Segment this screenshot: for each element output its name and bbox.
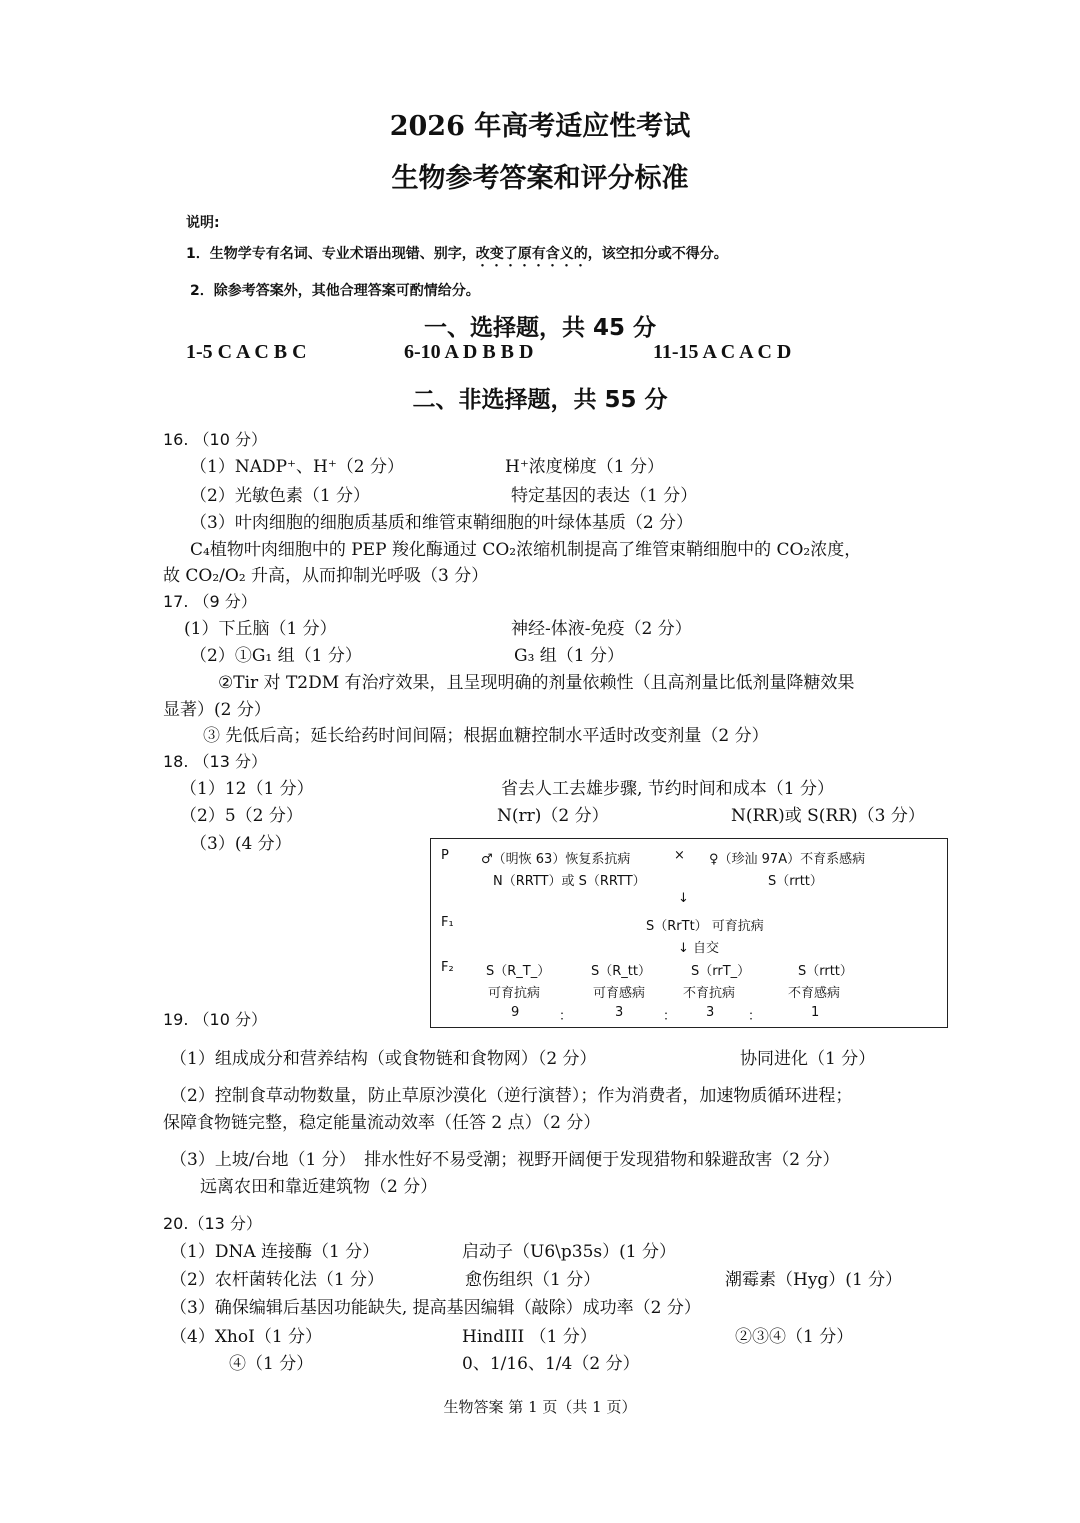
q18-answer-2b: N(rr)（2 分） bbox=[497, 806, 609, 826]
diagram-f2-phenotype-1: 可育抗病 bbox=[488, 986, 541, 1001]
q20-answer-5a: ④（1 分） bbox=[229, 1354, 314, 1374]
q19-header: 19. （10 分） bbox=[163, 1010, 267, 1029]
q18-answer-1a: （1）12（1 分） bbox=[180, 779, 314, 799]
note-item-2: 2．除参考答案外，其他合理答案可酌情给分。 bbox=[190, 283, 480, 299]
q16-header: 16. （10 分） bbox=[163, 430, 267, 449]
diagram-p-male: ♂（明恢 63）恢复系抗病 bbox=[481, 852, 631, 867]
q17-answer-1b: 神经-体液-免疫（2 分） bbox=[511, 619, 692, 639]
q20-answer-3: （3）确保编辑后基因功能缺失, 提高基因编辑（敲除）成功率（2 分） bbox=[170, 1298, 701, 1318]
q17-answer-2b: G₃ 组（1 分） bbox=[514, 646, 625, 666]
diagram-p-female: ♀（珍汕 97A）不育系感病 bbox=[709, 852, 866, 867]
diagram-f2-genotype-2: S（R_tt） bbox=[591, 964, 651, 979]
q20-answer-2c: 潮霉素（Hyg）(1 分） bbox=[725, 1270, 903, 1290]
q17-answer-5: ③ 先低后高；延长给药时间间隔；根据血糖控制水平适时改变剂量（2 分） bbox=[203, 726, 769, 746]
q18-answer-3: （3）(4 分） bbox=[190, 834, 292, 854]
q16-answer-2a: （2）光敏色素（1 分） bbox=[190, 486, 371, 506]
diagram-ratio-4: 1 bbox=[811, 1005, 820, 1020]
note-item-1-post: ，该空扣分或不得分。 bbox=[587, 246, 728, 262]
diagram-ratio-sep-3: ： bbox=[748, 1009, 762, 1024]
q18-answer-1b: 省去人工去雄步骤, 节约时间和成本（1 分） bbox=[501, 779, 835, 799]
diagram-f2-phenotype-2: 可育感病 bbox=[593, 986, 646, 1001]
diagram-f2-genotype-1: S（R_T_） bbox=[486, 964, 551, 979]
section-1-heading: 一、选择题，共 45 分 bbox=[423, 315, 657, 341]
q19-answer-1b: 协同进化（1 分） bbox=[740, 1049, 876, 1069]
notes-label: 说明: bbox=[186, 215, 220, 231]
q17-header: 17. （9 分） bbox=[163, 592, 257, 611]
q17-answer-2a: （2）①G₁ 组（1 分） bbox=[190, 646, 362, 666]
q20-answer-1b: 启动子（U6\p35s）(1 分） bbox=[462, 1242, 676, 1262]
mc-group-2: 6-10 A D B B D bbox=[404, 341, 534, 363]
diagram-ratio-sep-2: ： bbox=[663, 1009, 677, 1024]
q20-answer-2b: 愈伤组织（1 分） bbox=[465, 1270, 601, 1290]
q17-answer-3: ②Tir 对 T2DM 有治疗效果，且呈现明确的剂量依赖性（且高剂量比低剂量降糖效果 bbox=[218, 673, 855, 693]
diagram-arrow-1: ↓ bbox=[678, 891, 689, 906]
page-title: 2026 年高考适应性考试 bbox=[389, 111, 691, 142]
q20-answer-1a: （1）DNA 连接酶（1 分） bbox=[170, 1242, 380, 1262]
q16-answer-2b: 特定基因的表达（1 分） bbox=[511, 486, 698, 506]
q17-answer-4: 显著）(2 分） bbox=[163, 700, 271, 720]
q20-answer-4a: （4）XhoI（1 分） bbox=[170, 1327, 323, 1347]
page-subtitle: 生物参考答案和评分标准 bbox=[391, 163, 689, 194]
q19-answer-3: 保障食物链完整，稳定能量流动效率（任答 2 点）（2 分） bbox=[163, 1113, 601, 1133]
diagram-f2-phenotype-4: 不育感病 bbox=[788, 986, 841, 1001]
diagram-f1-label: F₁ bbox=[441, 915, 454, 930]
q20-answer-4b: HindIII （1 分） bbox=[462, 1327, 597, 1347]
q20-answer-4c: ②③④（1 分） bbox=[735, 1327, 854, 1347]
diagram-p-male-genotype: N（RRTT）或 S（RRTT） bbox=[493, 874, 646, 889]
q20-header: 20.（13 分） bbox=[163, 1214, 262, 1233]
mc-group-3: 11-15 A C A C D bbox=[653, 341, 792, 363]
diagram-f2-label: F₂ bbox=[441, 960, 454, 975]
q19-answer-4: （3）上坡/台地（1 分） 排水性好不易受潮；视野开阔便于发现猎物和躲避敌害（2 分） bbox=[170, 1150, 840, 1170]
q16-answer-3: （3）叶肉细胞的细胞质基质和维管束鞘细胞的叶绿体基质（2 分） bbox=[190, 513, 694, 533]
diagram-p-label: P bbox=[441, 848, 449, 863]
diagram-f2-phenotype-3: 不育抗病 bbox=[683, 986, 736, 1001]
q18-answer-2c: N(RR)或 S(RR)（3 分） bbox=[731, 806, 925, 826]
q16-answer-1b: H⁺浓度梯度（1 分） bbox=[505, 457, 665, 477]
diagram-ratio-3: 3 bbox=[706, 1005, 715, 1020]
diagram-f2-genotype-4: S（rrtt） bbox=[798, 964, 853, 979]
q20-answer-5b: 0、1/16、1/4（2 分） bbox=[462, 1354, 640, 1374]
q16-answer-4: C₄植物叶肉细胞中的 PEP 羧化酶通过 CO₂浓缩机制提高了维管束鞘细胞中的 CO₂浓度， bbox=[190, 540, 862, 560]
diagram-arrow-selfing: ↓ 自交 bbox=[678, 941, 720, 956]
genetic-cross-diagram bbox=[430, 838, 948, 1028]
q19-answer-1a: （1）组成成分和营养结构（或食物链和食物网）（2 分） bbox=[170, 1049, 597, 1069]
mc-group-1: 1-5 C A C B C bbox=[186, 341, 307, 363]
diagram-ratio-2: 3 bbox=[615, 1005, 624, 1020]
diagram-f2-genotype-3: S（rrT_） bbox=[691, 964, 751, 979]
q17-answer-1a: (1）下丘脑（1 分） bbox=[184, 619, 337, 639]
diagram-cross-symbol: × bbox=[674, 848, 685, 863]
q19-answer-2: （2）控制食草动物数量，防止草原沙漠化（逆行演替）；作为消费者，加速物质循环进程； bbox=[170, 1086, 853, 1106]
diagram-p-female-genotype: S（rrtt） bbox=[768, 874, 823, 889]
q20-answer-2a: （2）农杆菌转化法（1 分） bbox=[170, 1270, 385, 1290]
section-2-heading: 二、非选择题，共 55 分 bbox=[412, 387, 668, 413]
q18-header: 18. （13 分） bbox=[163, 752, 267, 771]
note-item-1-dotted: 改变了原有含义的 bbox=[475, 246, 588, 262]
note-item-1-pre: 1．生物学专有名词、专业术语出现错、别字， bbox=[186, 246, 476, 262]
page-footer: 生物答案 第 1 页（共 1 页） bbox=[443, 1398, 637, 1416]
diagram-f1-genotype: S（RrTt） 可育抗病 bbox=[646, 919, 764, 934]
q16-answer-1a: （1）NADP⁺、H⁺（2 分） bbox=[190, 457, 405, 477]
q18-answer-2a: （2）5（2 分） bbox=[180, 806, 303, 826]
diagram-ratio-sep-1: ： bbox=[559, 1009, 573, 1024]
q19-answer-5: 远离农田和靠近建筑物（2 分） bbox=[200, 1177, 438, 1197]
q16-answer-5: 故 CO₂/O₂ 升高，从而抑制光呼吸（3 分） bbox=[163, 566, 489, 586]
diagram-ratio-1: 9 bbox=[511, 1005, 520, 1020]
note-item-1 bbox=[186, 243, 728, 270]
